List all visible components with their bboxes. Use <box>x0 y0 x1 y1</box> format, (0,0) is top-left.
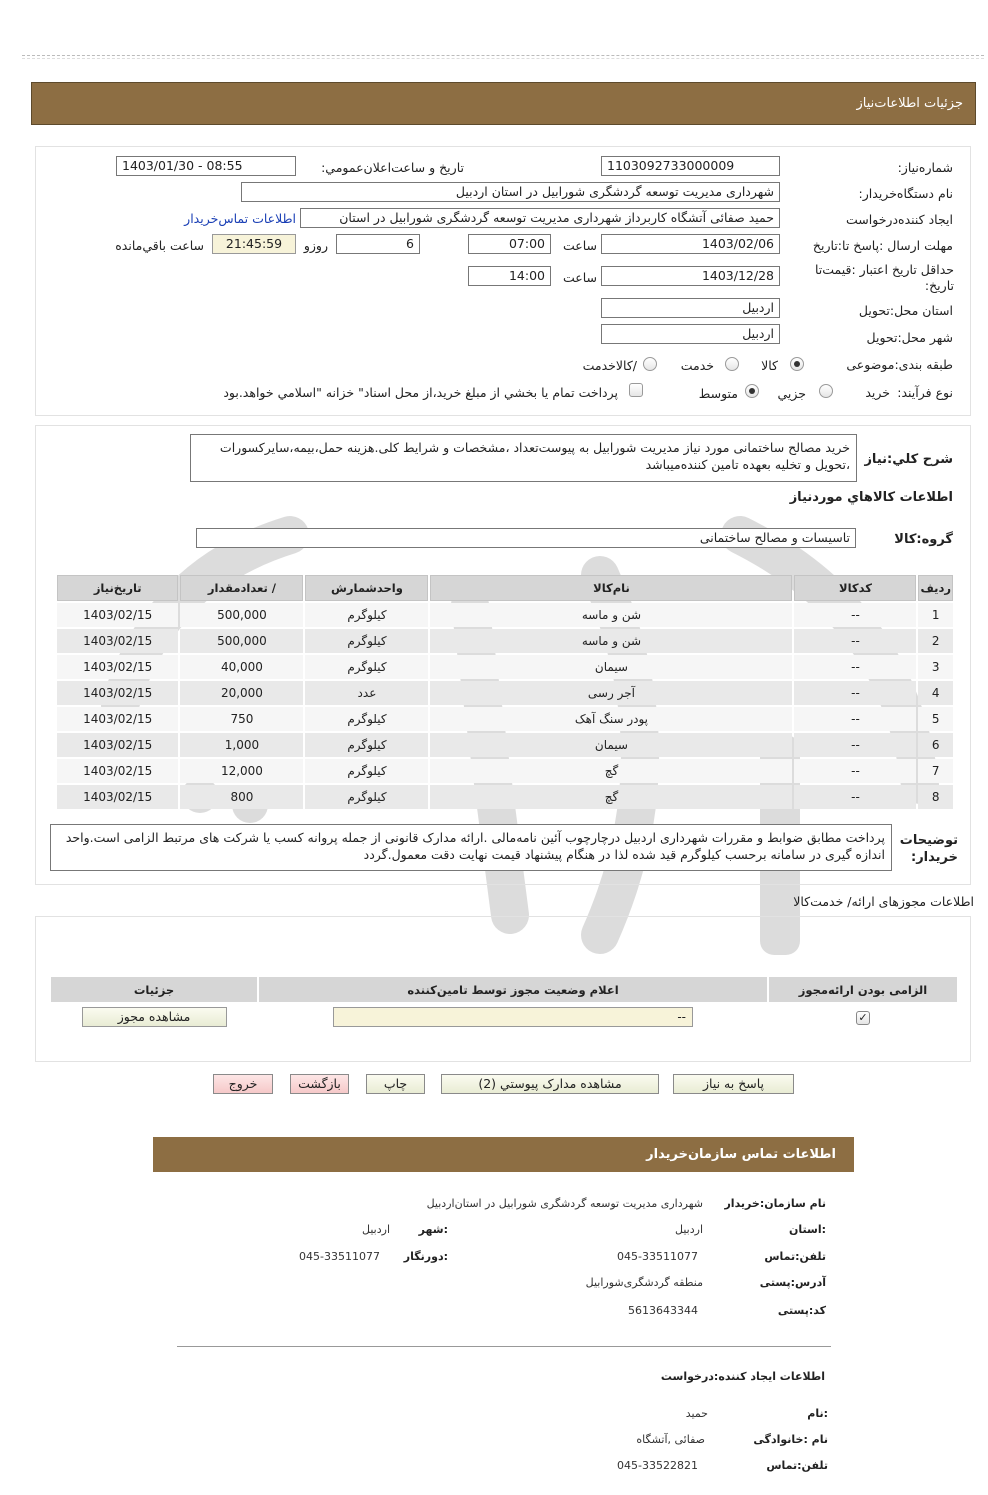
goods-need-date: 1403/02/15 <box>57 759 178 783</box>
col-permit-details: جزئيات <box>51 977 257 1002</box>
goods-quantity: 12,000 <box>180 759 303 783</box>
process-buy-label: خرید <box>865 385 890 400</box>
goods-name: سیمان <box>430 655 792 679</box>
delivery-city-label: شهر محل:تحويل <box>866 330 953 345</box>
permit-required-cell <box>769 1004 957 1030</box>
buyer-notes-label: توضيحات خريدار: <box>899 833 958 865</box>
exit-button[interactable]: خروج <box>213 1074 273 1094</box>
creator-name-value: حمید <box>685 1407 708 1420</box>
permit-status-cell <box>259 1004 767 1030</box>
permit-status-field: -- <box>333 1007 693 1027</box>
goods-need-date: 1403/02/15 <box>57 707 178 731</box>
category-label: طبقه بندی:موضوعی <box>846 357 953 372</box>
goods-name: سیمان <box>430 733 792 757</box>
deadline-time-field: 07:00 <box>468 234 551 254</box>
province-label: :استان <box>789 1223 826 1236</box>
org-name-label: نام سازمان:خريدار <box>724 1197 826 1210</box>
row-number: 1 <box>918 603 953 627</box>
fax-value: 045-33511077 <box>299 1250 380 1263</box>
validity-date-field: 1403/12/28 <box>601 266 780 286</box>
goods-quantity: 750 <box>180 707 303 731</box>
goods-quantity: 500,000 <box>180 603 303 627</box>
description-field: خرید مصالح ساختمانی مورد نیاز مدیریت شورابیل به پیوست‌تعداد ،مشخصات و شرایط کلی.هزینه حمل،بیمه،سایرکسورات ،تحویل و تخلیه بعهده تامین کننده‌میباشد <box>190 434 857 482</box>
process-type-label: نوع فرآيند: <box>897 385 953 400</box>
phone-value: 045-33511077 <box>617 1250 698 1263</box>
permits-table-header <box>51 977 957 1002</box>
goods-quantity: 1,000 <box>180 733 303 757</box>
validity-time-field: 14:00 <box>468 266 551 286</box>
buyer-contact-link[interactable]: اطلاعات تماس‌خريدار <box>184 211 296 226</box>
goods-need-date: 1403/02/15 <box>57 785 178 809</box>
table-row <box>51 1004 957 1030</box>
col-permit-required: الزامی بودن ارائه‌مجوز <box>769 977 957 1002</box>
col-unit: واحدشمارش <box>305 575 428 601</box>
delivery-city-field: اردبیل <box>601 324 780 344</box>
city-value: اردبیل <box>362 1223 390 1236</box>
goods-unit: کیلوگرم <box>305 655 428 679</box>
deadline-date-field: 1403/02/06 <box>601 234 780 254</box>
address-label: آدرس:پستی <box>759 1276 826 1289</box>
deadline-label: مهلت ارسال :پاسخ تا:تاريخ <box>812 238 953 253</box>
print-button[interactable]: چاپ <box>366 1074 425 1094</box>
category-goods-radio[interactable] <box>790 357 804 371</box>
need-number-field: 1103092733000009 <box>601 156 780 176</box>
deadline-time-label: ساعت <box>562 238 597 253</box>
goods-code: -- <box>794 681 916 705</box>
row-number: 3 <box>918 655 953 679</box>
process-medium-label: متوسط <box>698 386 738 401</box>
reply-button[interactable]: پاسخ به نياز <box>673 1074 794 1094</box>
breadcrumb: جزئیات اطلاعات‌نیاز <box>856 96 963 111</box>
contact-divider <box>177 1346 831 1347</box>
table-row <box>57 707 953 731</box>
goods-unit: کیلوگرم <box>305 603 428 627</box>
goods-unit: کیلوگرم <box>305 629 428 653</box>
goods-table-header <box>57 575 953 601</box>
creator-field: حمید صفائی آتشگاه کاربرداز شهرداری مدیریت توسعه گردشگری شورابیل در استان <box>300 208 780 228</box>
buyer-org-label: نام دستگاه‌خريدار: <box>858 186 953 201</box>
delivery-province-label: استان محل:تحويل <box>858 303 953 318</box>
goods-name: پودر سنگ آهک <box>430 707 792 731</box>
row-number: 7 <box>918 759 953 783</box>
goods-need-date: 1403/02/15 <box>57 655 178 679</box>
goods-name: گچ <box>430 759 792 783</box>
buyer-notes-field: پرداخت مطابق ضوابط و مقررات شهرداری اردبیل درچارچوب آئین نامه‌مالی .ارائه مدارک قانونی از جمله پروانه کسب یا شرکت های مرتبط الزامی است.واحد اندازه گیری در سامانه برحسب کیلوگرم قید شده لذا در هنگام پیشنهاد قیمت نهایت دقت معمول.گردد <box>50 824 892 871</box>
goods-unit: کیلوگرم <box>305 733 428 757</box>
process-medium-radio[interactable] <box>745 384 759 398</box>
goods-name: شن و ماسه <box>430 603 792 627</box>
view-attachments-button[interactable]: مشاهده مدارک پيوستي (2) <box>441 1074 659 1094</box>
row-number: 2 <box>918 629 953 653</box>
col-permit-status: اعلام وضعيت مجوز توسط تامين‌کننده <box>259 977 767 1002</box>
goods-name: گچ <box>430 785 792 809</box>
buyer-org-field: شهرداری مدیریت توسعه گردشگری شورابیل در استان اردبیل <box>241 182 780 202</box>
row-number: 6 <box>918 733 953 757</box>
category-goods-service-radio[interactable] <box>643 357 657 371</box>
creator-section-label: اطلاعات ايجاد کننده:درخواست <box>660 1370 825 1383</box>
back-button[interactable]: بازگشت <box>290 1074 349 1094</box>
days-remaining-field: 6 <box>336 234 420 254</box>
goods-table <box>55 573 955 811</box>
creator-name-label: :نام <box>807 1407 828 1420</box>
goods-unit: کیلوگرم <box>305 785 428 809</box>
goods-name: آجر رسی <box>430 681 792 705</box>
goods-code: -- <box>794 785 916 809</box>
permit-required-checkbox[interactable]: ✓ <box>856 1011 870 1025</box>
goods-code: -- <box>794 733 916 757</box>
permit-details-cell <box>51 1004 257 1030</box>
goods-unit: عدد <box>305 681 428 705</box>
table-row <box>57 681 953 705</box>
validity-time-label: ساعت <box>562 270 597 285</box>
delivery-province-field: اردبیل <box>601 298 780 318</box>
top-divider <box>22 55 984 56</box>
goods-unit: کیلوگرم <box>305 759 428 783</box>
goods-need-date: 1403/02/15 <box>57 603 178 627</box>
category-goods-service-label: /کالاخدمت <box>582 358 637 373</box>
page-header-bar <box>31 82 976 125</box>
province-value: اردبیل <box>675 1223 703 1236</box>
top-divider-secondary <box>22 58 984 59</box>
goods-code: -- <box>794 603 916 627</box>
row-number: 8 <box>918 785 953 809</box>
process-minor-label: جزيي <box>777 386 806 401</box>
goods-need-date: 1403/02/15 <box>57 681 178 705</box>
goods-group-label: گروه:کالا <box>894 532 953 547</box>
announce-date-label: تاریخ و ساعت‌اعلان‌عمومي: <box>321 160 464 175</box>
creator-phone-label: تلفن:تماس <box>766 1459 828 1472</box>
announce-date-field: 1403/01/30 - 08:55 <box>116 156 296 176</box>
goods-section-label: اطلاعات کالاهاي موردنياز <box>789 490 953 505</box>
col-name: نام‌کالا <box>430 575 792 601</box>
goods-code: -- <box>794 655 916 679</box>
goods-group-field: تاسیسات و مصالح ساختمانی <box>196 528 856 548</box>
treasury-payment-checkbox[interactable] <box>629 383 643 397</box>
need-number-label: شماره‌نیاز: <box>897 160 953 175</box>
permits-table <box>49 975 959 1032</box>
phone-label: تلفن:تماس <box>764 1250 826 1263</box>
goods-unit: کیلوگرم <box>305 707 428 731</box>
goods-quantity: 40,000 <box>180 655 303 679</box>
goods-quantity: 20,000 <box>180 681 303 705</box>
address-value: منطقه گردشگری‌شورابیل <box>585 1276 703 1289</box>
table-row <box>57 733 953 757</box>
creator-family-label: نام :خانوادگی <box>753 1433 828 1446</box>
view-permit-button[interactable]: مشاهده مجوز <box>82 1007 227 1027</box>
org-name-value: شهرداری مدیریت توسعه گردشگری شورابیل در استان‌اردبیل <box>426 1197 703 1210</box>
table-row <box>57 629 953 653</box>
treasury-payment-label: پرداخت تمام يا بخشي از مبلغ خريد،از محل اسناد" خزانه "اسلامي خواهد.بود <box>223 385 618 400</box>
category-goods-label: کالا <box>761 358 778 373</box>
col-need-date: تاريخ‌نياز <box>57 575 178 601</box>
row-number: 5 <box>918 707 953 731</box>
remaining-time-label: ساعت باقي‌مانده <box>115 238 204 253</box>
goods-quantity: 800 <box>180 785 303 809</box>
postal-code-label: کد:پستی <box>777 1304 826 1317</box>
creator-family-value: صفائی ,آتشگاه <box>636 1433 705 1446</box>
postal-code-value: 5613643344 <box>628 1304 698 1317</box>
category-service-radio[interactable] <box>725 357 739 371</box>
creator-label: ايجاد کننده‌درخواست <box>846 212 953 227</box>
goods-code: -- <box>794 759 916 783</box>
description-label: شرح کلي:نياز <box>864 452 953 467</box>
col-quantity: / تعدادمقدار <box>180 575 303 601</box>
goods-code: -- <box>794 707 916 731</box>
permits-section-label: اطلاعات مجوزهای ارائه/ خدمت‌کالا <box>793 894 974 909</box>
col-row: رديف <box>918 575 953 601</box>
fax-label: :دورنگار <box>403 1250 448 1263</box>
category-service-label: خدمت <box>680 358 714 373</box>
goods-need-date: 1403/02/15 <box>57 733 178 757</box>
table-row <box>57 655 953 679</box>
col-code: کدکالا <box>794 575 916 601</box>
table-row <box>57 785 953 809</box>
goods-need-date: 1403/02/15 <box>57 629 178 653</box>
days-label: روزو <box>303 238 328 253</box>
table-row <box>57 759 953 783</box>
creator-phone-value: 045-33522821 <box>617 1459 698 1472</box>
table-row <box>57 603 953 627</box>
process-minor-radio[interactable] <box>819 384 833 398</box>
goods-name: شن و ماسه <box>430 629 792 653</box>
remaining-time-field: 21:45:59 <box>212 234 296 254</box>
validity-label: حداقل تاريخ اعتبار :قيمت‌تا تاريخ: <box>814 262 954 293</box>
contact-section-header: اطلاعات تماس سازمان‌خريدار <box>153 1137 854 1172</box>
goods-quantity: 500,000 <box>180 629 303 653</box>
row-number: 4 <box>918 681 953 705</box>
goods-code: -- <box>794 629 916 653</box>
city-label: :شهر <box>418 1223 448 1236</box>
